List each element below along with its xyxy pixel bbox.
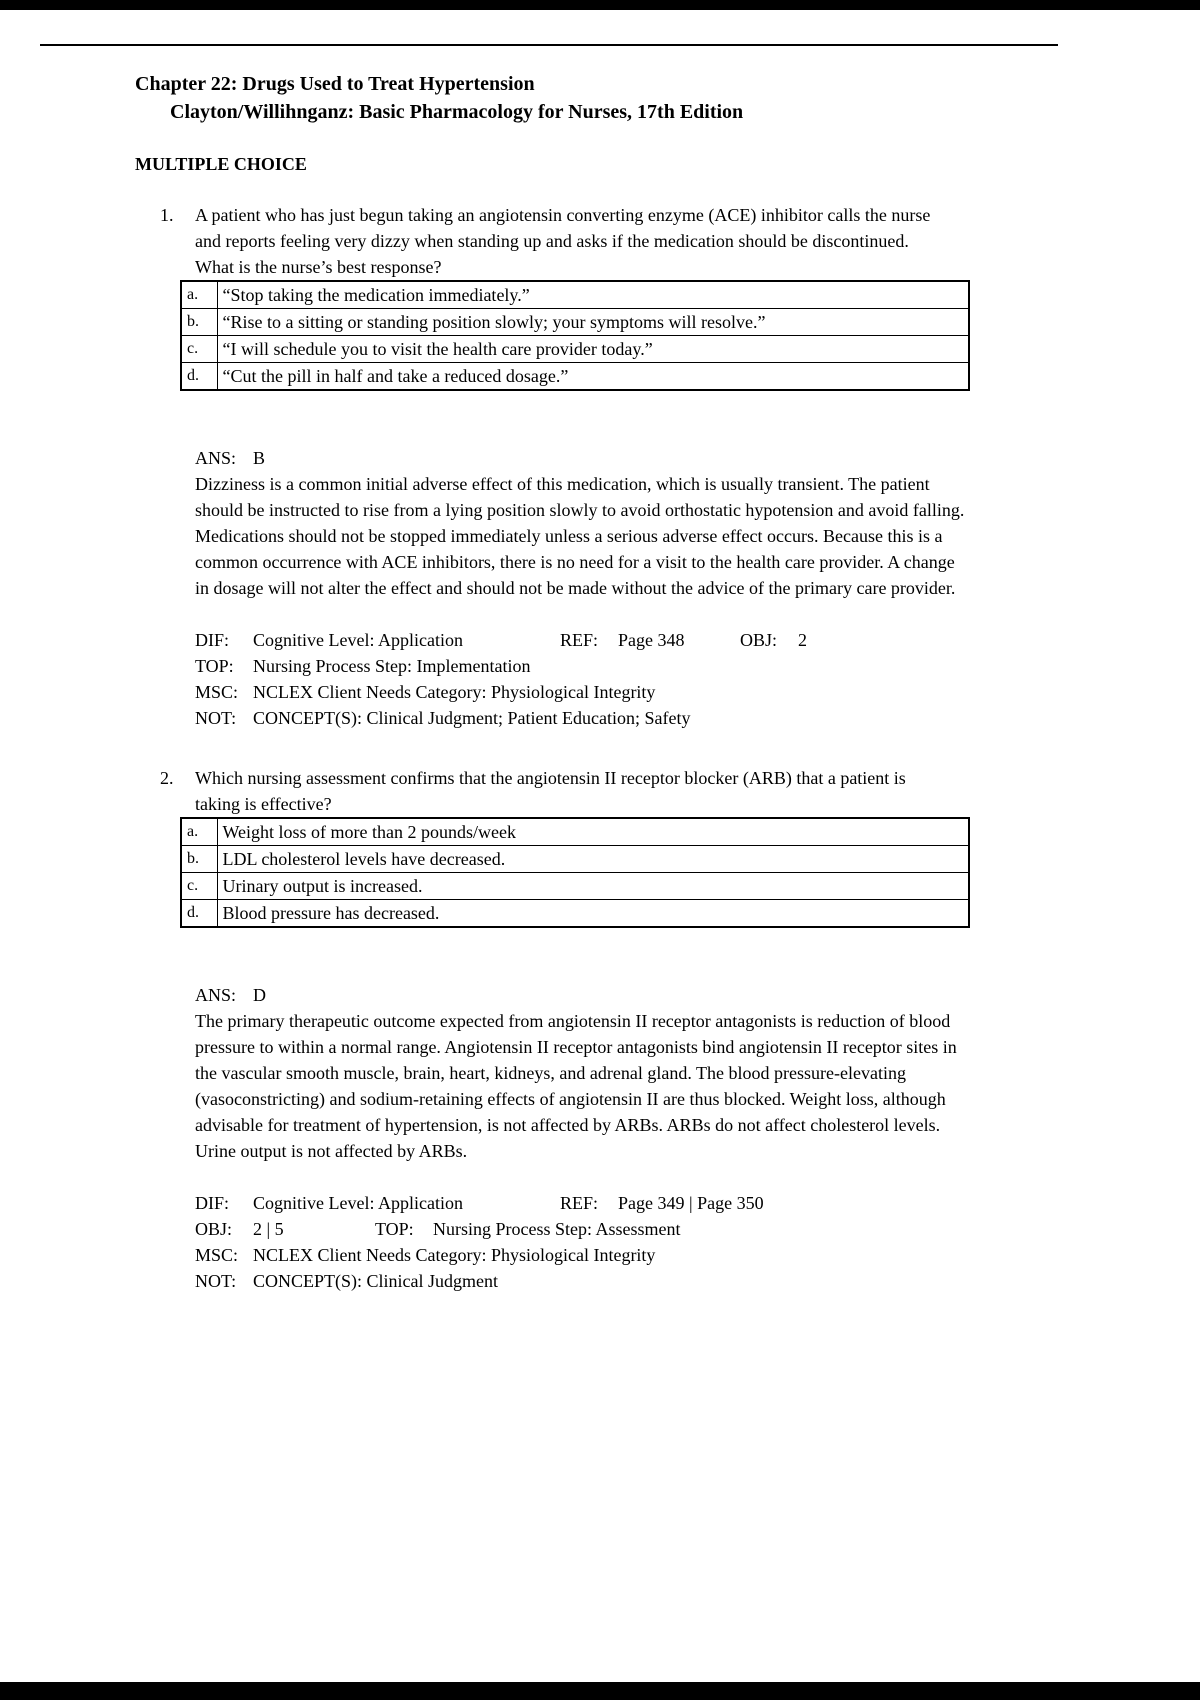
- option-row: [181, 363, 969, 391]
- meta-line: [195, 1268, 1065, 1294]
- section-heading: MULTIPLE CHOICE: [135, 154, 307, 174]
- meta-block: [195, 1190, 1065, 1294]
- answer-label: ANS:: [195, 985, 237, 1005]
- option-letter: d.: [181, 363, 217, 391]
- option-row: [181, 336, 969, 363]
- meta-pair: [195, 679, 655, 705]
- question-stem-row: [160, 202, 1065, 280]
- meta-label: MSC:: [195, 1245, 239, 1265]
- meta-label: OBJ:: [195, 1219, 233, 1239]
- option-letter: b.: [181, 846, 217, 873]
- meta-pair: [195, 705, 690, 731]
- question-number: 2.: [160, 768, 174, 788]
- meta-line: [195, 1242, 1065, 1268]
- meta-label: REF:: [560, 630, 599, 650]
- option-row: [181, 818, 969, 846]
- meta-value: Nursing Process Step: Implementation: [253, 656, 531, 676]
- meta-value: 2 | 5: [253, 1219, 284, 1239]
- meta-value: Nursing Process Step: Assessment: [433, 1219, 681, 1239]
- option-letter: c.: [181, 336, 217, 363]
- answer-label: ANS:: [195, 448, 237, 468]
- meta-pair: [560, 1190, 764, 1216]
- meta-line: [195, 627, 1065, 653]
- meta-pair: [195, 1216, 375, 1242]
- meta-pair: [195, 627, 560, 653]
- option-text: “Stop taking the medication immediately.”: [217, 281, 969, 309]
- option-text: “I will schedule you to visit the health care provider today.”: [217, 336, 969, 363]
- option-text: Blood pressure has decreased.: [217, 900, 969, 928]
- option-row: [181, 281, 969, 309]
- meta-pair: [195, 1190, 560, 1216]
- meta-pair: [195, 1268, 498, 1294]
- meta-label: NOT:: [195, 708, 237, 728]
- meta-label: TOP:: [375, 1219, 414, 1239]
- meta-pair: [195, 1242, 655, 1268]
- meta-label: DIF:: [195, 1193, 230, 1213]
- question-item-2: [160, 765, 1065, 1294]
- answer-value: D: [253, 985, 266, 1005]
- question-stem: Which nursing assessment confirms that the angiotensin II receptor blocker (ARB) that a patient is taking is effective?: [195, 768, 906, 814]
- meta-line: [195, 653, 1065, 679]
- option-text: “Cut the pill in half and take a reduced dosage.”: [217, 363, 969, 391]
- meta-line: [195, 705, 1065, 731]
- answer-line: [195, 445, 1065, 471]
- answer-value: B: [253, 448, 266, 468]
- meta-label: REF:: [560, 1193, 599, 1213]
- rationale-text: Dizziness is a common initial adverse effect of this medication, which is usually transient. The patient should be instructed to rise from a lying position slowly to avoid orthostatic hypotension and avoid falling. Medications should not be stopped immediately unless a serious adverse effect occurs. Because this is a common occurrence with ACE inhibitors, there is no need for a visit to the health care provider. A change in dosage will not alter the effect and should not be made without the advice of the primary care provider.: [195, 474, 965, 598]
- meta-line: [195, 1190, 1065, 1216]
- rationale-text: The primary therapeutic outcome expected from angiotensin II receptor antagonists is reduction of blood pressure to within a normal range. Angiotensin II receptor antagonists bind angiotensin II receptor sites in the vascular smooth muscle, brain, heart, kidneys, and adrenal gland. The blood pressure-elevating (vasoconstricting) and sodium-retaining effects of angiotensin II are thus blocked. Weight loss, although advisable for treatment of hypertension, is not affected by ARBs. ARBs do not affect cholesterol levels. Urine output is not affected by ARBs.: [195, 1011, 957, 1161]
- answer-line: [195, 982, 1065, 1008]
- top-edge-bar: [0, 0, 1200, 10]
- option-letter: b.: [181, 309, 217, 336]
- options-table: [180, 280, 970, 391]
- option-letter: c.: [181, 873, 217, 900]
- option-text: “Rise to a sitting or standing position slowly; your symptoms will resolve.”: [217, 309, 969, 336]
- option-text: Weight loss of more than 2 pounds/week: [217, 818, 969, 846]
- meta-label: MSC:: [195, 682, 239, 702]
- meta-value: Cognitive Level: Application: [253, 630, 463, 650]
- header-rule: [40, 44, 1058, 46]
- question-stem: A patient who has just begun taking an angiotensin converting enzyme (ACE) inhibitor calls the nurse and reports feeling very dizzy when standing up and asks if the medication should be discontinued. What is the nurse’s best response?: [195, 205, 931, 277]
- meta-pair: [560, 627, 740, 653]
- meta-pair: [375, 1216, 681, 1242]
- meta-value: Cognitive Level: Application: [253, 1193, 463, 1213]
- option-row: [181, 846, 969, 873]
- question-number: 1.: [160, 205, 174, 225]
- meta-value: NCLEX Client Needs Category: Physiological Integrity: [253, 682, 656, 702]
- options-table: [180, 817, 970, 928]
- meta-label: TOP:: [195, 656, 234, 676]
- meta-value: NCLEX Client Needs Category: Physiological Integrity: [253, 1245, 656, 1265]
- meta-label: NOT:: [195, 1271, 237, 1291]
- document-content: [135, 70, 1065, 1294]
- option-row: [181, 309, 969, 336]
- meta-pair: [740, 627, 807, 653]
- meta-line: [195, 679, 1065, 705]
- bottom-edge-bar: [0, 1682, 1200, 1700]
- option-letter: d.: [181, 900, 217, 928]
- meta-value: CONCEPT(S): Clinical Judgment: [253, 1271, 498, 1291]
- question-item-1: [160, 202, 1065, 731]
- option-text: Urinary output is increased.: [217, 873, 969, 900]
- meta-value: CONCEPT(S): Clinical Judgment; Patient Education; Safety: [253, 708, 691, 728]
- option-row: [181, 873, 969, 900]
- option-letter: a.: [181, 818, 217, 846]
- option-text: LDL cholesterol levels have decreased.: [217, 846, 969, 873]
- chapter-title: Chapter 22: Drugs Used to Treat Hypertension: [135, 73, 535, 95]
- meta-label: DIF:: [195, 630, 230, 650]
- meta-block: [195, 627, 1065, 731]
- option-row: [181, 900, 969, 928]
- option-letter: a.: [181, 281, 217, 309]
- meta-value: Page 349 | Page 350: [618, 1193, 764, 1213]
- meta-value: 2: [798, 630, 807, 650]
- meta-line: [195, 1216, 1065, 1242]
- book-subtitle: Clayton/Willihnganz: Basic Pharmacology for Nurses, 17th Edition: [170, 101, 744, 123]
- meta-value: Page 348: [618, 630, 685, 650]
- meta-pair: [195, 653, 530, 679]
- meta-label: OBJ:: [740, 630, 778, 650]
- question-stem-row: [160, 765, 1065, 817]
